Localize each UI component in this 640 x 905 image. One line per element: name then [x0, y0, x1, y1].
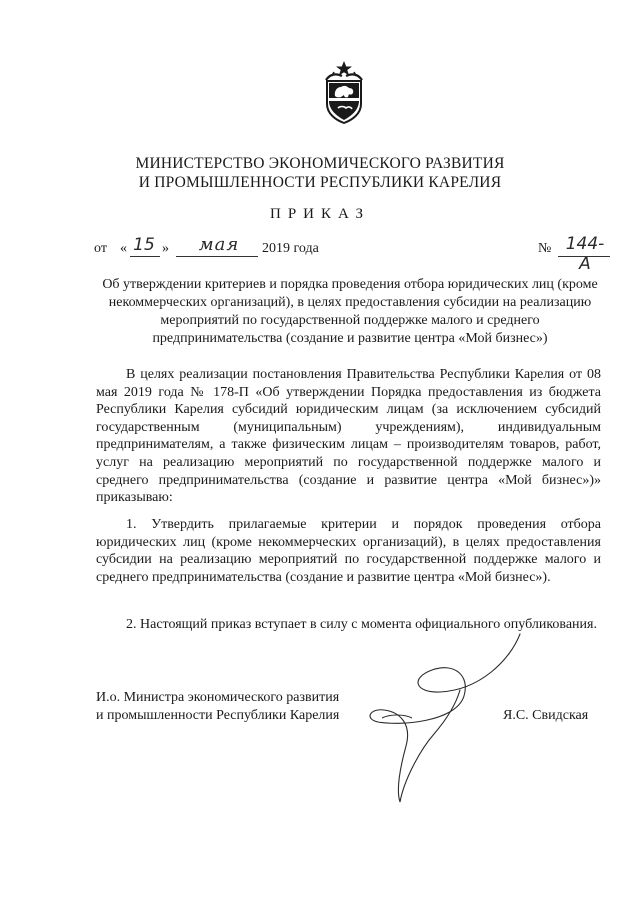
date-quote-open: «: [120, 241, 127, 256]
signatory-title-line2: и промышленности Республики Карелия: [96, 708, 340, 723]
order-number-underline: [558, 256, 610, 257]
date-day-underline: [130, 256, 160, 257]
signatory-title-line1: И.о. Министра экономического развития: [96, 690, 340, 705]
signatory-name: Я.С. Свидская: [503, 708, 589, 723]
date-from-label: от: [94, 241, 107, 256]
order-number-label: №: [538, 241, 552, 256]
ministry-name-line1: МИНИСТЕРСТВО ЭКОНОМИЧЕСКОГО РАЗВИТИЯ: [135, 155, 505, 172]
ministry-name-line2: И ПРОМЫШЛЕННОСТИ РЕСПУБЛИКИ КАРЕЛИЯ: [138, 174, 502, 191]
date-quote-close: »: [162, 241, 169, 256]
order-subject: Об утверждении критериев и порядка проведения отбора юридических лиц (кроме некоммерческих организаций), в целях предоставления субсидии на реализацию мероприятий по государственной поддержке малого и среднего предпринимательства (создание и развитие центра «Мой бизнес»): [102, 277, 598, 346]
document-type-title: ПРИКАЗ: [270, 206, 370, 222]
date-day-handwritten: 15: [133, 235, 155, 255]
signatory-title: [96, 689, 339, 725]
date-year: 2019 года: [262, 241, 319, 256]
date-month-handwritten: мая: [198, 234, 240, 255]
order-item-2: 2. Настоящий приказ вступает в силу с момента официального опубликования.: [126, 617, 597, 632]
order-number-handwritten: 144-А: [565, 234, 605, 274]
handwritten-signature: [360, 630, 540, 810]
order-date-line: [94, 234, 614, 274]
date-month-underline: [176, 256, 258, 257]
preamble-paragraph: В целях реализации постановления Правительства Республики Карелия от 08 мая 2019 года № 178-П «Об утверждении Порядка предоставления из бюджета Республики Карелия субсидий юридическим лицам (за исключением субсидий государственным (муниципальным) учреждениям), индивидуальным предпринимателям, а также физическим лицам – производителям товаров, работ, услуг на реализацию мероприятий по государственной поддержке малого и среднего предпринимательства (создание и развитие центра «Мой бизнес»)» приказываю:: [96, 367, 601, 506]
order-item-1: 1. Утвердить прилагаемые критерии и порядок проведения отбора юридических лиц (кроме некоммерческих организаций), в целях предоставления субсидии на реализацию мероприятий по государственной поддержке малого и среднего предпринимательства (создание и развитие центра «Мой бизнес»).: [96, 517, 601, 585]
coat-of-arms-icon: [322, 60, 366, 124]
